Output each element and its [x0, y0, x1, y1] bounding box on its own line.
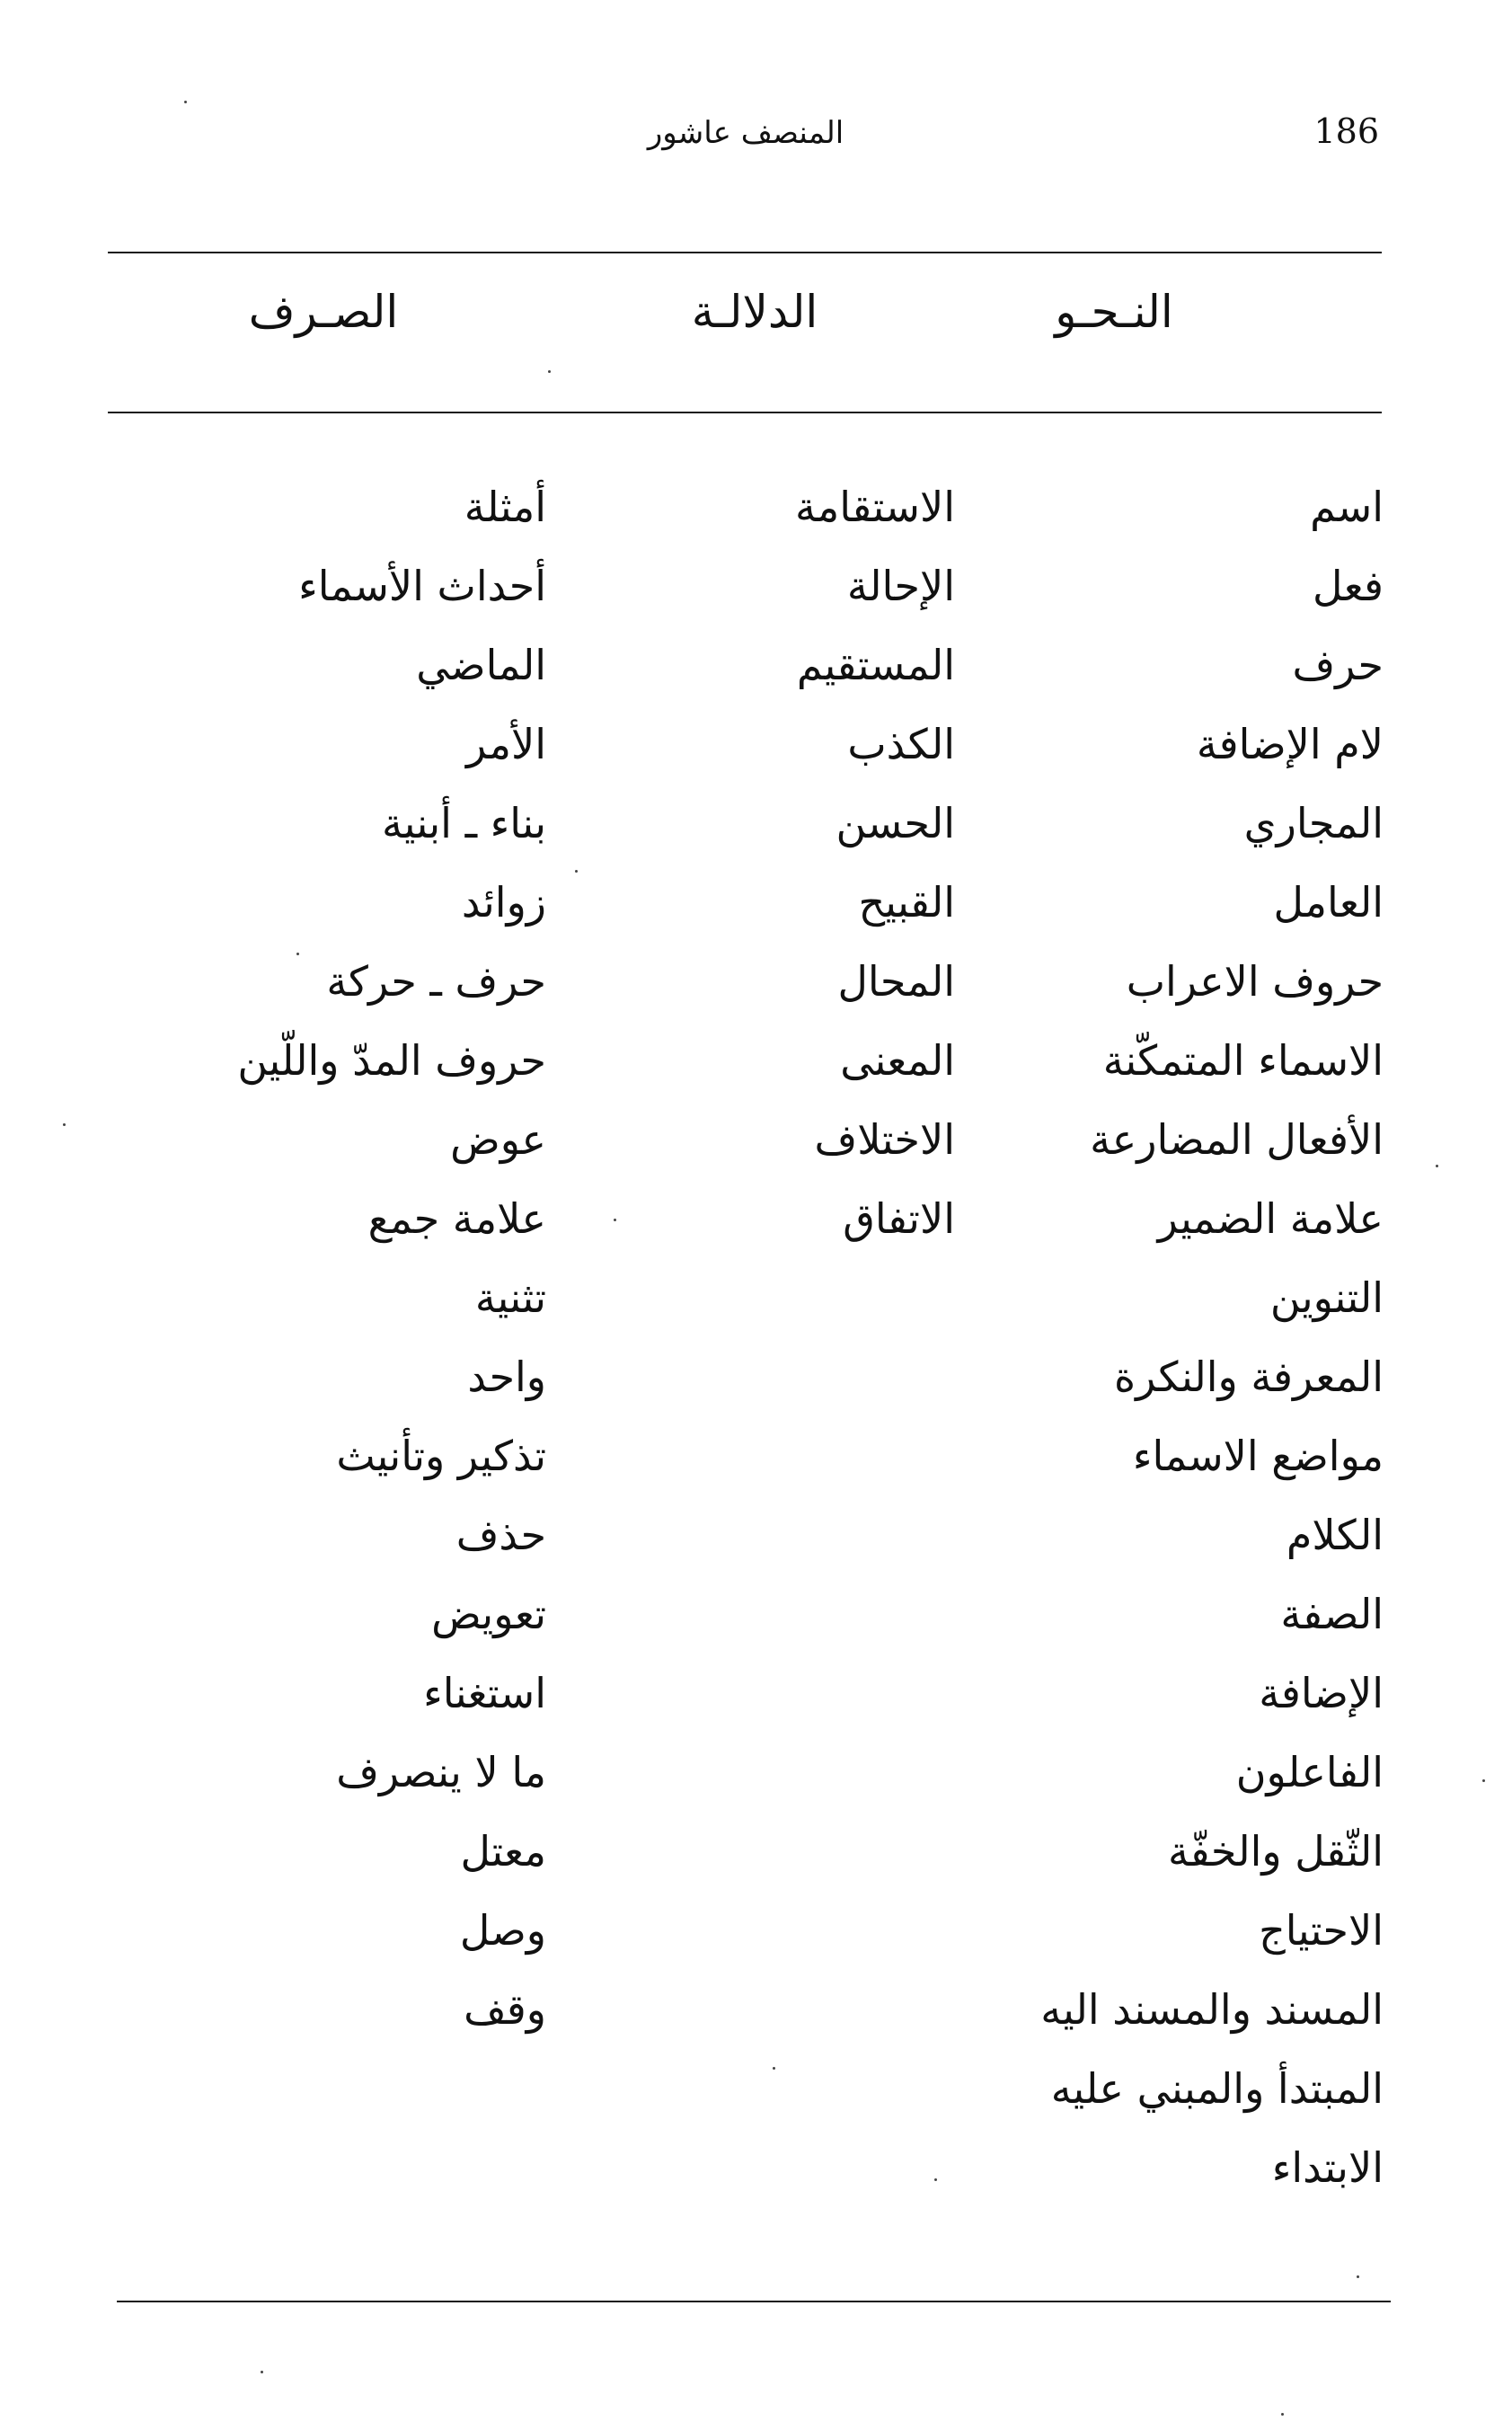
- scan-speck: [934, 2178, 937, 2181]
- term-entry: تثنية: [474, 1273, 546, 1322]
- term-entry: الاسماء المتمكّنة: [1102, 1036, 1384, 1085]
- term-entry: فعل: [1312, 562, 1384, 610]
- term-entry: الاحتياج: [1259, 1906, 1384, 1955]
- term-entry: الحسن: [836, 799, 955, 847]
- term-entry: الاستقامة: [794, 483, 955, 531]
- term-entry: المبتدأ والمبني عليه: [1050, 2064, 1384, 2113]
- scan-speck: [1281, 2413, 1284, 2416]
- term-entry: وقف: [464, 1985, 546, 2034]
- scan-speck: [261, 2371, 263, 2373]
- term-entry: المعنى: [840, 1036, 955, 1085]
- term-entry: اسم: [1310, 483, 1384, 531]
- term-entry: الإحالة: [846, 562, 955, 610]
- term-entry: الاتفاق: [843, 1194, 955, 1243]
- nahw-term-list: [979, 467, 1384, 2207]
- term-entry: الابتداء: [1271, 2143, 1384, 2192]
- term-entry: عوض: [450, 1115, 546, 1164]
- term-entry: حرف: [1292, 641, 1384, 689]
- sarf-term-list: [133, 467, 546, 2049]
- scan-speck: [773, 2067, 775, 2070]
- scan-speck: [548, 370, 551, 373]
- term-entry: بناء ـ أبنية: [381, 799, 546, 847]
- term-entry: ما لا ينصرف: [336, 1748, 546, 1796]
- term-entry: أمثلة: [464, 483, 546, 531]
- bottom-rule: [117, 2301, 1391, 2302]
- term-entry: لام الإضافة: [1196, 720, 1384, 768]
- scan-speck: [1482, 1779, 1485, 1782]
- column-heading-dalala: الدلالـة: [691, 286, 818, 338]
- term-entry: الاختلاف: [814, 1115, 955, 1164]
- term-entry: المعرفة والنكرة: [1113, 1352, 1384, 1401]
- scan-speck: [614, 1219, 616, 1221]
- term-entry: الأمر: [465, 720, 546, 768]
- term-entry: أحداث الأسماء: [298, 562, 546, 610]
- term-entry: الإضافة: [1259, 1669, 1384, 1717]
- term-entry: وصل: [459, 1906, 546, 1955]
- header-rule: [108, 412, 1382, 413]
- scan-speck: [1436, 1165, 1438, 1167]
- term-entry: الثّقل والخفّة: [1167, 1827, 1384, 1876]
- term-entry: القبيح: [858, 878, 955, 927]
- term-entry: علامة الضمير: [1157, 1194, 1384, 1243]
- term-entry: الصفة: [1280, 1590, 1384, 1638]
- term-entry: المستقيم: [796, 641, 955, 689]
- term-entry: الكذب: [847, 720, 955, 768]
- term-entry: تذكير وتأنيث: [336, 1432, 546, 1480]
- term-entry: حروف المدّ واللّين: [237, 1036, 546, 1085]
- term-entry: واحد: [467, 1352, 546, 1401]
- term-entry: تعويض: [431, 1590, 546, 1638]
- term-entry: الكلام: [1286, 1511, 1384, 1559]
- term-entry: المجاري: [1243, 799, 1384, 847]
- scan-speck: [1357, 2275, 1359, 2278]
- term-entry: العامل: [1273, 878, 1384, 927]
- running-head: المنصف عاشور: [647, 115, 844, 151]
- term-entry: الفاعلون: [1235, 1748, 1384, 1796]
- scan-speck: [63, 1123, 66, 1126]
- scan-speck: [184, 101, 187, 103]
- term-entry: التنوين: [1269, 1273, 1384, 1322]
- scan-speck: [296, 953, 299, 955]
- term-entry: حروف الاعراب: [1126, 957, 1384, 1006]
- term-entry: المحال: [837, 957, 955, 1006]
- scan-speck: [575, 870, 578, 873]
- term-entry: استغناء: [423, 1669, 546, 1717]
- term-entry: حرف ـ حركة: [326, 957, 546, 1006]
- column-heading-nahw: النـحـو: [1055, 286, 1173, 338]
- dalala-term-list: [659, 467, 955, 1258]
- column-heading-sarf: الصـرف: [248, 286, 399, 338]
- term-entry: علامة جمع: [367, 1194, 546, 1243]
- term-entry: معتل: [460, 1827, 546, 1876]
- term-entry: الأفعال المضارعة: [1090, 1115, 1384, 1164]
- term-entry: مواضع الاسماء: [1132, 1432, 1384, 1480]
- term-entry: الماضي: [416, 641, 546, 689]
- page-number: 186: [1313, 111, 1379, 151]
- term-entry: حذف: [455, 1511, 546, 1559]
- term-entry: زوائد: [461, 878, 546, 927]
- top-rule: [108, 252, 1382, 253]
- term-entry: المسند والمسند اليه: [1040, 1985, 1384, 2034]
